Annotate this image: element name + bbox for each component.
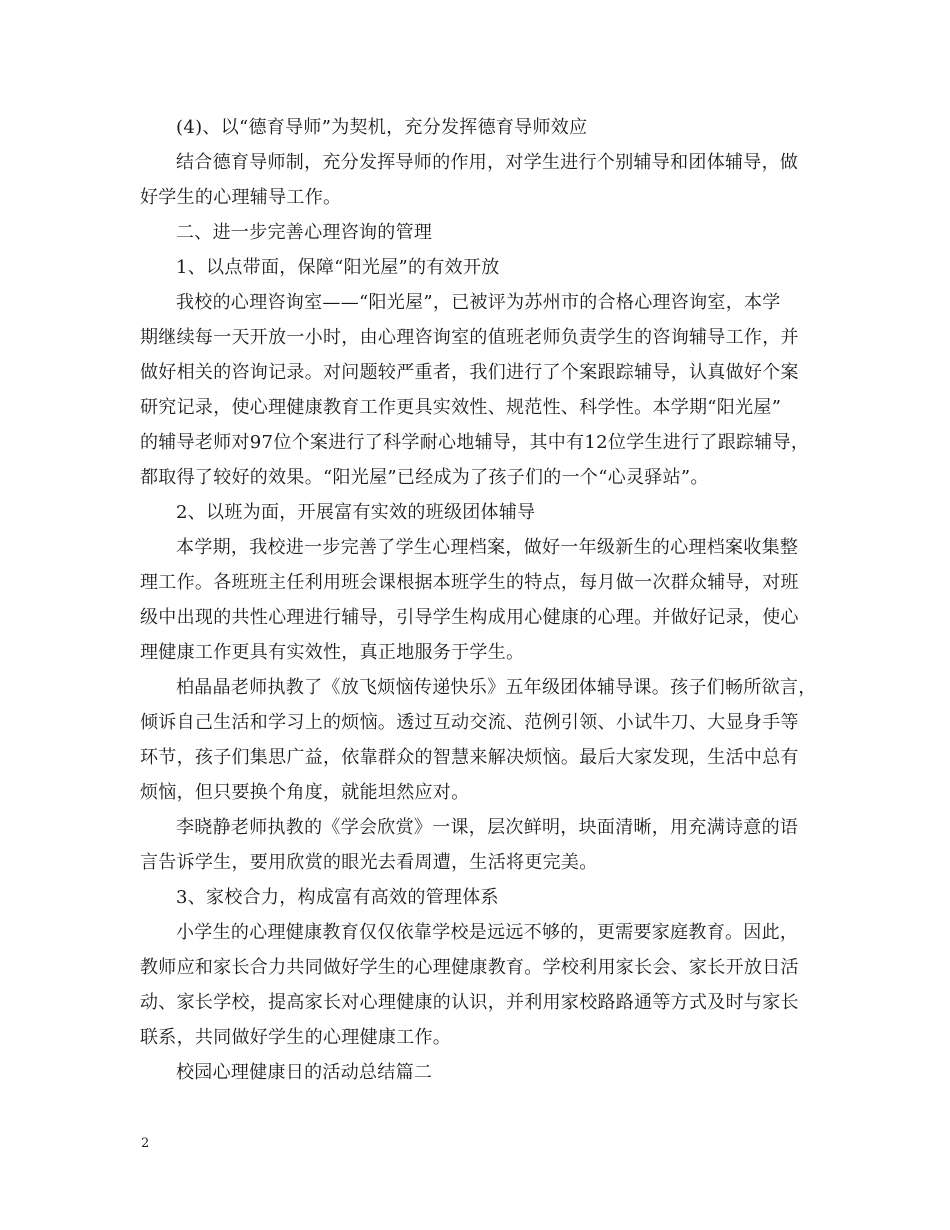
paragraph-line: 结合德育导师制，充分发挥导师的作用，对学生进行个别辅导和团体辅导，做 bbox=[176, 152, 799, 173]
paragraph-line: 好学生的心理辅导工作。 bbox=[140, 187, 342, 208]
paragraph-line: 都取得了较好的效果。“阳光屋”已经成为了孩子们的一个“心灵驿站”。 bbox=[140, 467, 709, 488]
subsection-heading-home-school: 3、家校合力，构成富有高效的管理体系 bbox=[176, 887, 499, 908]
paragraph-line: 教师应和家长合力共同做好学生的心理健康教育。学校利用家长会、家长开放日活 bbox=[140, 957, 799, 978]
paragraph-line: 理健康工作更具有实效性，真正地服务于学生。 bbox=[140, 642, 525, 663]
section-title-part-two: 校园心理健康日的活动总结篇二 bbox=[176, 1062, 433, 1083]
subsection-heading-class-group: 2、以班为面，开展富有实效的班级团体辅导 bbox=[176, 502, 536, 523]
paragraph-line: 环节，孩子们集思广益，依靠群众的智慧来解决烦恼。最后大家发现，生活中总有 bbox=[140, 747, 799, 768]
paragraph-line: 动、家长学校，提高家长对心理健康的认识，并利用家校路路通等方式及时与家长 bbox=[140, 992, 799, 1013]
paragraph-line: 联系，共同做好学生的心理健康工作。 bbox=[140, 1027, 452, 1048]
paragraph-line: 言告诉学生，要用欣赏的眼光去看周遭，生活将更完美。 bbox=[140, 852, 598, 873]
paragraph-line: 李晓静老师执教的《学会欣赏》一课，层次鲜明，块面清晰，用充满诗意的语 bbox=[176, 817, 799, 838]
paragraph-line: 级中出现的共性心理进行辅导，引导学生构成用心健康的心理。并做好记录，使心 bbox=[140, 607, 799, 628]
section-heading-counseling-management: 二、进一步完善心理咨询的管理 bbox=[176, 222, 433, 243]
paragraph-line: 我校的心理咨询室——“阳光屋”，已被评为苏州市的合格心理咨询室，本学 bbox=[176, 292, 781, 313]
paragraph-line: 期继续每一天开放一小时，由心理咨询室的值班老师负责学生的咨询辅导工作，并 bbox=[140, 327, 799, 348]
subsection-heading-sunshine-room: 1、以点带面，保障“阳光屋”的有效开放 bbox=[176, 257, 500, 278]
paragraph-line: 柏晶晶老师执教了《放飞烦恼传递快乐》五年级团体辅导课。孩子们畅所欲言， bbox=[176, 677, 817, 698]
page-number: 2 bbox=[141, 1136, 150, 1151]
paragraph-line: 的辅导老师对97位个案进行了科学耐心地辅导，其中有12位学生进行了跟踪辅导， bbox=[140, 432, 810, 453]
paragraph-line: 本学期，我校进一步完善了学生心理档案，做好一年级新生的心理档案收集整 bbox=[176, 537, 799, 558]
paragraph-line: 倾诉自己生活和学习上的烦恼。透过互动交流、范例引领、小试牛刀、大显身手等 bbox=[140, 712, 799, 733]
paragraph-line: 理工作。各班班主任利用班会课根据本班学生的特点，每月做一次群众辅导，对班 bbox=[140, 572, 799, 593]
paragraph-line: 烦恼，但只要换个角度，就能坦然应对。 bbox=[140, 782, 470, 803]
section-heading-moral-tutor: (4)、以“德育导师”为契机，充分发挥德育导师效应 bbox=[176, 117, 588, 138]
paragraph-line: 研究记录，使心理健康教育工作更具实效性、规范性、科学性。本学期“阳光屋” bbox=[140, 397, 782, 418]
document-page bbox=[140, 110, 820, 1090]
paragraph-line: 做好相关的咨询记录。对问题较严重者，我们进行了个案跟踪辅导，认真做好个案 bbox=[140, 362, 799, 383]
paragraph-line: 小学生的心理健康教育仅仅依靠学校是远远不够的，更需要家庭教育。因此， bbox=[176, 922, 799, 943]
